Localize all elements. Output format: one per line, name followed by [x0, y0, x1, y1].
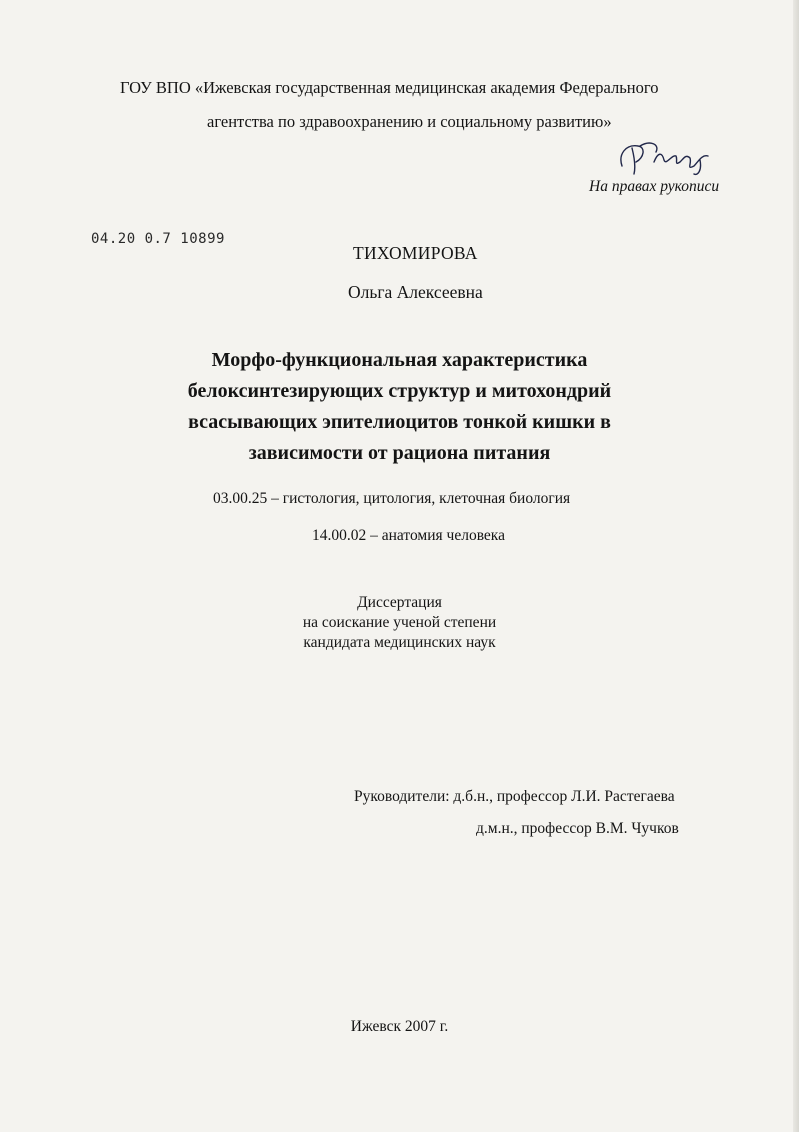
- work-type-line: на соискание ученой степени: [302, 614, 497, 631]
- author-name: Ольга Алексеевна: [348, 282, 483, 302]
- title-line: Морфо-функциональная характеристика: [211, 349, 588, 371]
- author-surname: ТИХОМИРОВА: [353, 243, 478, 263]
- city-year: Ижевск 2007 г.: [350, 1018, 449, 1035]
- institution-line-1: ГОУ ВПО «Ижевская государственная медицинская академия Федерального: [120, 78, 659, 97]
- title-line: всасывающих эпителиоцитов тонкой кишки в: [188, 411, 611, 433]
- specialty-line: 03.00.25 – гистология, цитология, клеточная биология: [213, 490, 571, 507]
- page-edge: [793, 0, 799, 1132]
- work-type-line: кандидата медицинских наук: [303, 634, 496, 651]
- title-line: зависимости от рациона питания: [248, 442, 551, 464]
- archive-stamp-number: 04.20 0.7 10899: [91, 231, 225, 247]
- supervisors-line-1: Руководители: д.б.н., профессор Л.И. Растегаева: [354, 788, 675, 805]
- specialty-line: 14.00.02 – анатомия человека: [312, 527, 505, 544]
- title-line: белоксинтезирующих структур и митохондрий: [187, 380, 612, 402]
- manuscript-rights-note: На правах рукописи: [589, 178, 720, 195]
- dissertation-title: [0, 345, 799, 469]
- handwritten-signature: [616, 136, 716, 178]
- work-type: [0, 593, 799, 653]
- supervisors-line-2: д.м.н., профессор В.М. Чучков: [476, 820, 679, 837]
- work-type-line: Диссертация: [357, 594, 442, 611]
- institution-line-2: агентства по здравоохранению и социальному развитию»: [207, 112, 612, 131]
